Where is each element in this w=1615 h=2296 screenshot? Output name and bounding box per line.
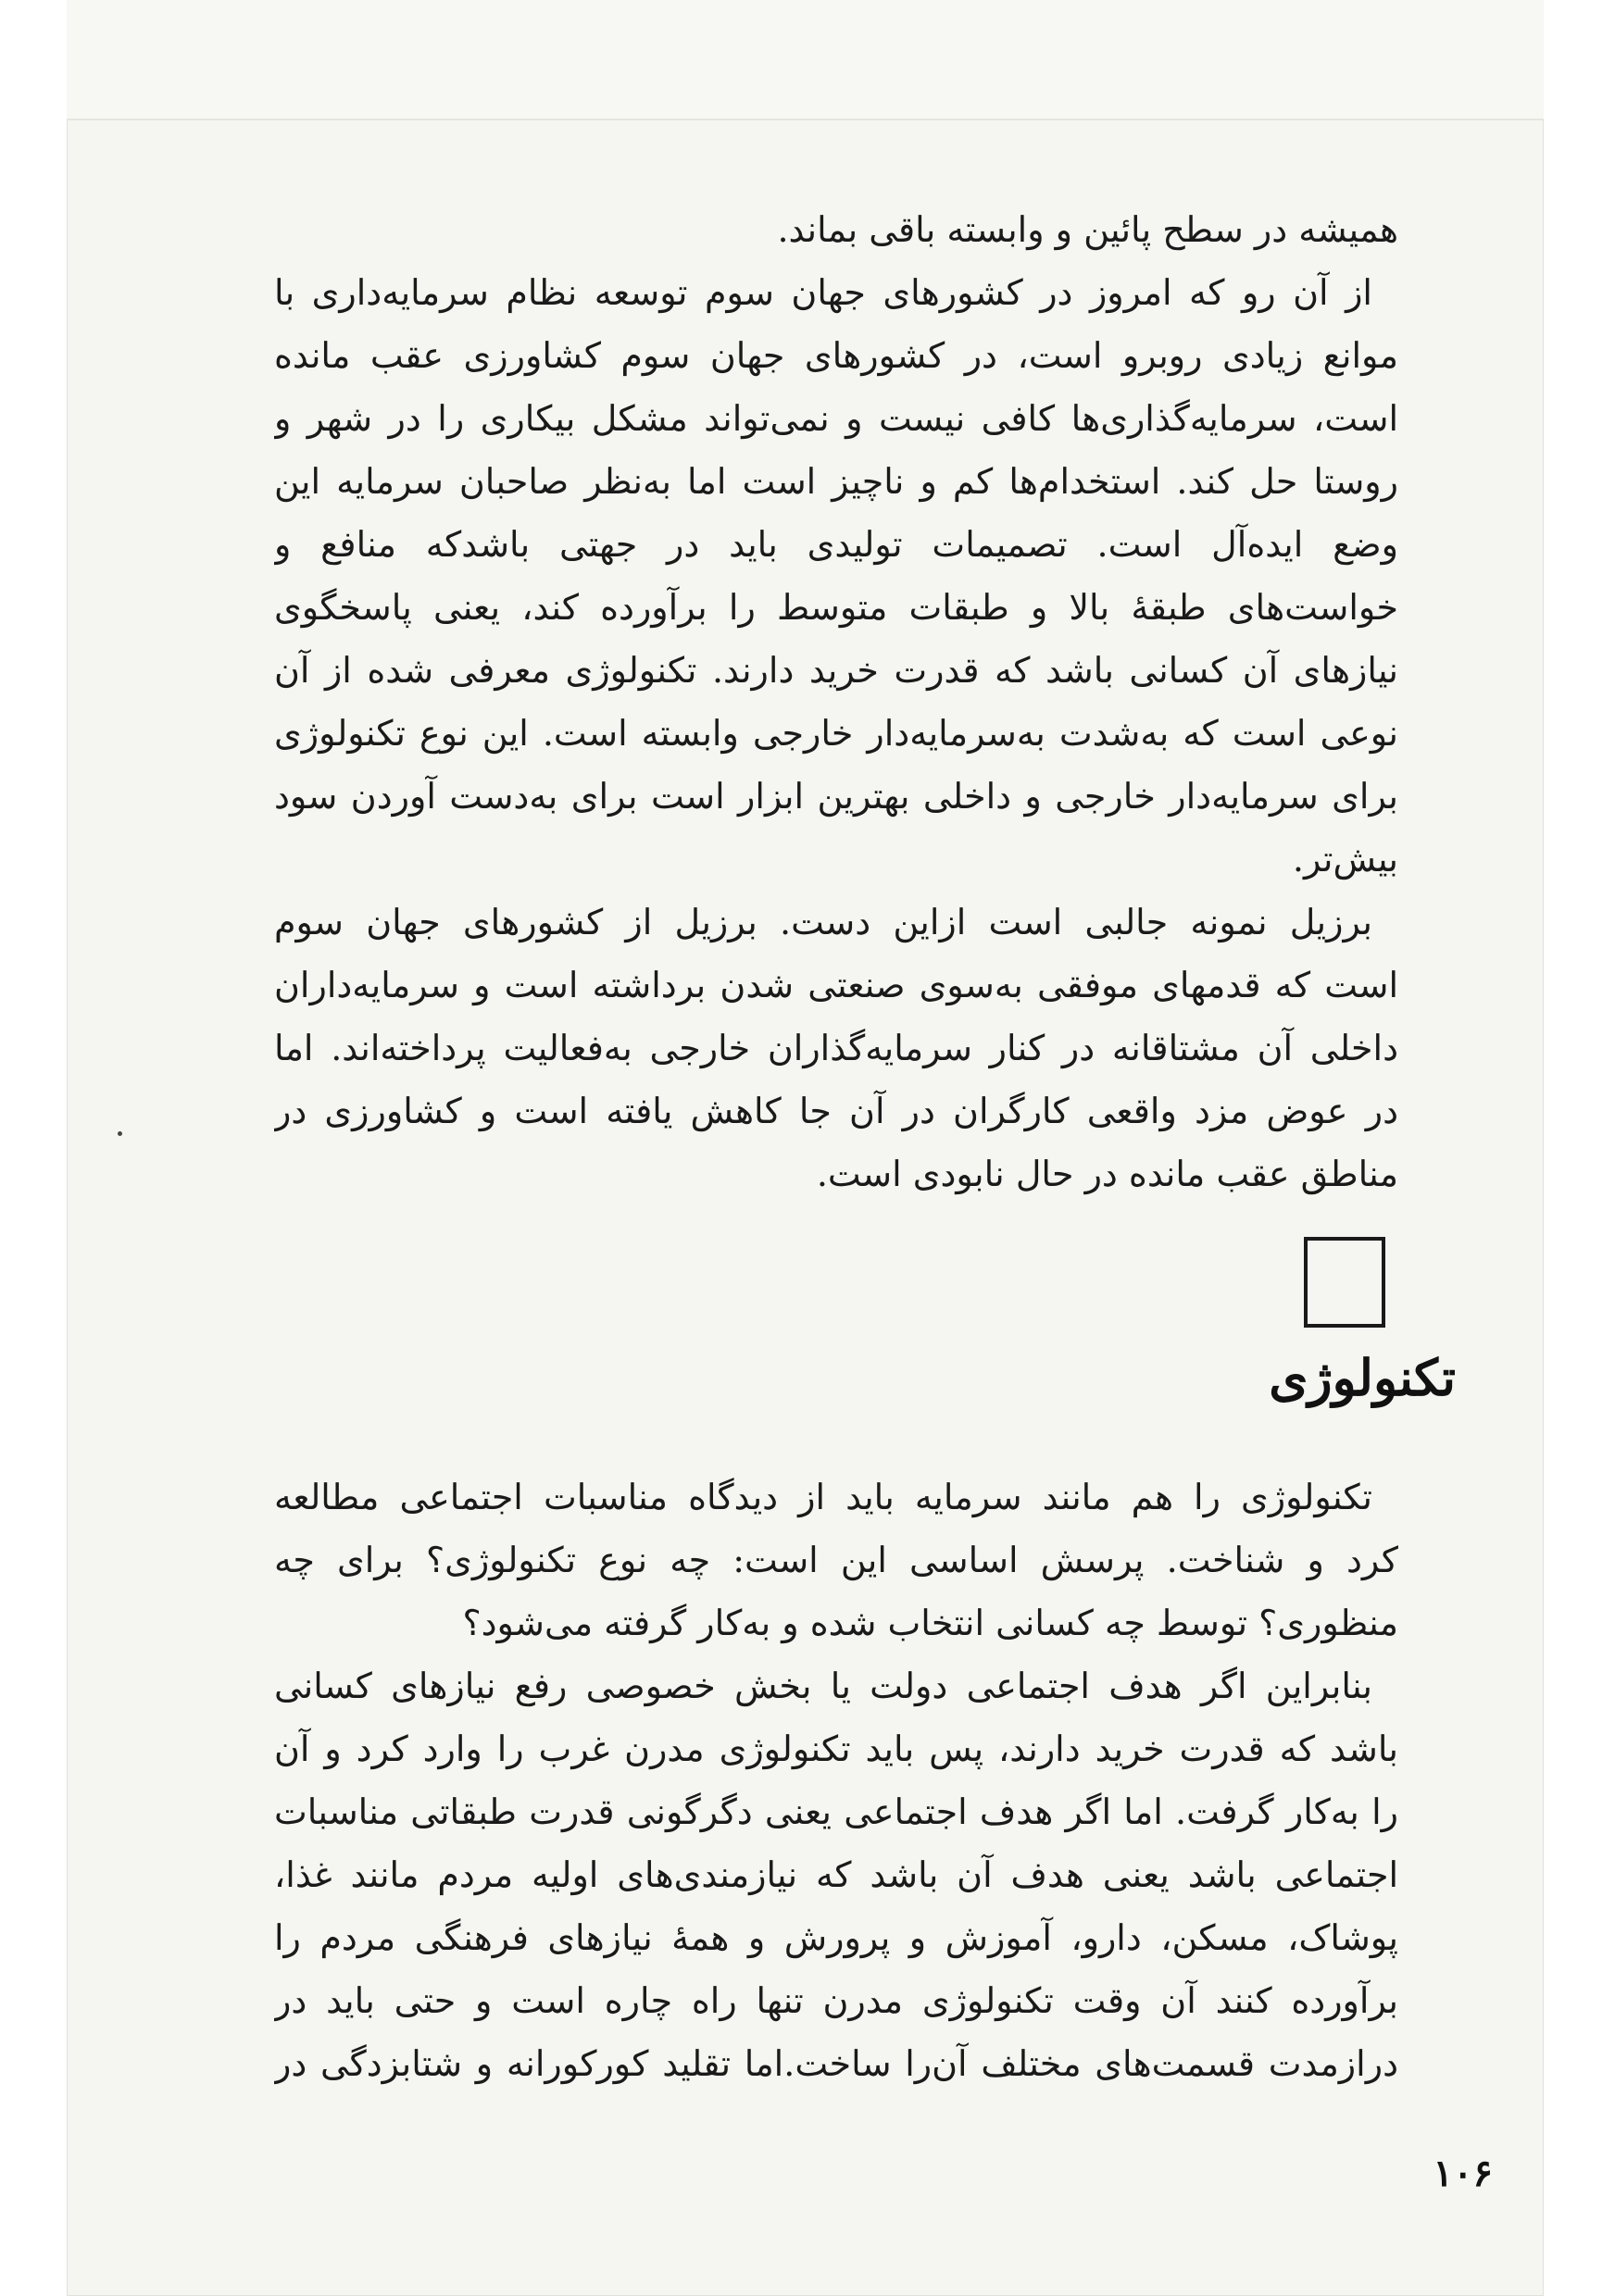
text-line: است، سرمایه‌گذاری‌ها کافی نیست و نمی‌تواند مشکل بیکاری را در شهر و <box>274 398 1398 439</box>
text-line: منظوری؟ توسط چه کسانی انتخاب شده و به‌کار گرفته می‌شود؟ <box>462 1603 1398 1643</box>
scan-speck <box>118 1131 122 1136</box>
body-text-bottom <box>274 1466 1398 2095</box>
text-line: نیازهای آن کسانی باشد که قدرت خرید دارند. تکنولوژی معرفی شده از آن <box>274 650 1398 691</box>
text-line: اجتماعی باشد یعنی هدف آن باشد که نیازمندی‌های اولیه مردم مانند غذا، <box>274 1854 1398 1895</box>
text-line: تکنولوژی را هم مانند سرمایه باید از دیدگاه مناسبات اجتماعی مطالعه <box>274 1477 1372 1517</box>
text-line: برآورده کنند آن وقت تکنولوژی مدرن تنها راه چاره است و حتی باید در <box>274 1980 1398 2021</box>
text-line: برزیل نمونه جالبی است ازاین دست. برزیل از کشورهای جهان سوم <box>274 902 1372 942</box>
text-line: کرد و شناخت. پرسش اساسی این است: چه نوع تکنولوژی؟ برای چه <box>274 1540 1398 1580</box>
text-line: مناطق عقب مانده در حال نابودی است. <box>816 1154 1398 1194</box>
text-line: خواست‌های طبقهٔ بالا و طبقات متوسط را برآورده کند، یعنی پاسخگوی <box>274 587 1398 628</box>
text-line: درازمدت قسمت‌های مختلف آن‌را ساخت.اما تقلید کورکورانه و شتابزدگی در <box>274 2043 1398 2084</box>
text-line: در عوض مزد واقعی کارگران در آن جا کاهش یافته است و کشاورزی در <box>274 1091 1398 1131</box>
text-line: وضع ایده‌آل است. تصمیمات تولیدی باید در جهتی باشدکه منافع و <box>274 524 1398 565</box>
book-page <box>67 0 1544 2296</box>
text-line: از آن رو که امروز در کشورهای جهان سوم توسعه نظام سرمایه‌داری با <box>274 272 1372 313</box>
text-line: نوعی است که به‌شدت به‌سرمایه‌دار خارجی وابسته است. این نوع تکنولوژی <box>274 713 1398 754</box>
section-heading: تکنولوژی <box>1269 1348 1456 1407</box>
text-line: داخلی آن مشتاقانه در کنار سرمایه‌گذاران خارجی به‌فعالیت پرداخته‌اند. اما <box>274 1028 1398 1068</box>
page-top-edge <box>67 0 1544 120</box>
text-line: برای سرمایه‌دار خارجی و داخلی بهترین ابزار است برای به‌دست آوردن سود <box>274 776 1398 817</box>
text-line: پوشاک، مسکن، دارو، آموزش و پرورش و همهٔ نیازهای فرهنگی مردم را <box>274 1917 1398 1958</box>
page-number: ۱۰۶ <box>1433 2152 1493 2195</box>
text-line: روستا حل کند. استخدام‌ها کم و ناچیز است اما به‌نظر صاحبان سرمایه این <box>274 461 1398 502</box>
text-line: باشد که قدرت خرید دارند، پس باید تکنولوژی مدرن غرب را وارد کرد و آن <box>274 1728 1398 1769</box>
text-line: را به‌کار گرفت. اما اگر هدف اجتماعی یعنی دگرگونی قدرت طبقاتی مناسبات <box>274 1791 1398 1832</box>
text-line: بیش‌تر. <box>1292 839 1398 880</box>
body-text-top <box>274 198 1398 1205</box>
section-marker-box <box>1304 1237 1385 1328</box>
text-line: همیشه در سطح پائین و وابسته باقی بماند. <box>777 209 1398 250</box>
text-line: است که قدمهای موفقی به‌سوی صنعتی شدن برداشته است و سرمایه‌داران <box>274 965 1398 1005</box>
text-line: بنابراین اگر هدف اجتماعی دولت یا بخش خصوصی رفع نیازهای کسانی <box>274 1666 1372 1706</box>
text-line: موانع زیادی روبرو است، در کشورهای جهان سوم کشاورزی عقب مانده <box>274 335 1398 376</box>
